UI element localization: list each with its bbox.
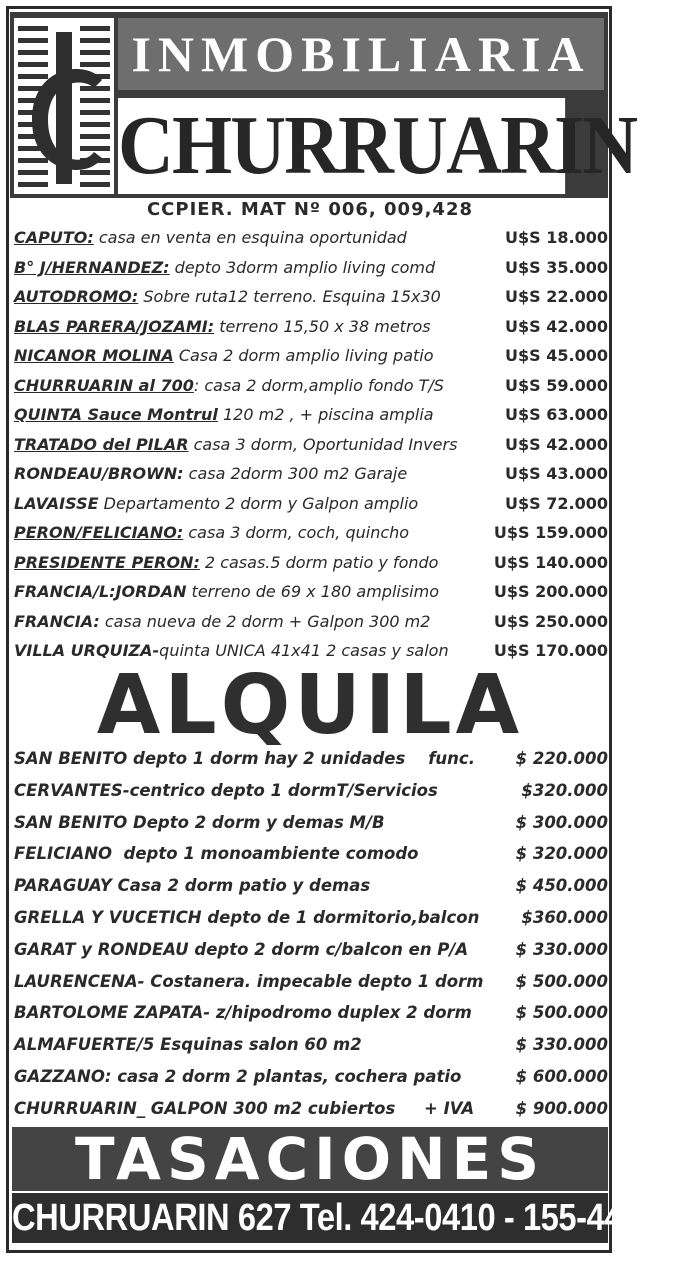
listing-location: BLAS PARERA/JOZAMI: xyxy=(14,316,215,336)
rental-price: $320.000 xyxy=(521,780,608,800)
listing-price: U$S 72.000 xyxy=(505,493,608,513)
listing-location: PRESIDENTE PERON: xyxy=(14,552,200,572)
listing-description: terreno de 69 x 180 amplisimo xyxy=(186,582,439,601)
rental-listing xyxy=(14,775,610,807)
listing-price: U$S 59.000 xyxy=(505,375,608,395)
listing-description: casa 2dorm 300 m2 Garaje xyxy=(183,464,408,483)
listing-price: U$S 159.000 xyxy=(493,523,608,542)
listing-location: VILLA URQUIZA- xyxy=(14,641,160,660)
listing-price: U$S 140.000 xyxy=(493,552,608,572)
rental-price: $ 220.000 xyxy=(515,749,608,768)
listing-location: B° J/HERNANDEZ: xyxy=(14,257,170,277)
rental-price: $ 500.000 xyxy=(515,1003,608,1023)
rent-heading: ALQUILA xyxy=(96,658,524,753)
sale-listing xyxy=(14,312,610,342)
rental-price: $ 320.000 xyxy=(515,844,608,864)
listing-description: quinta UNICA 41x41 2 casas y salon xyxy=(159,641,449,660)
sale-listing xyxy=(14,282,610,312)
listing-price: U$S 18.000 xyxy=(505,228,608,247)
rentals-list xyxy=(14,743,610,1125)
rental-description: LAURENCENA- Costanera. impecable depto 1 dorm xyxy=(14,971,484,991)
listing-location: RONDEAU/BROWN: xyxy=(14,464,184,483)
rental-description: SAN BENITO Depto 2 dorm y demas M/B xyxy=(14,812,385,832)
listing-price: U$S 43.000 xyxy=(505,464,608,483)
sale-listing xyxy=(14,341,610,371)
listing-description: terreno 15,50 x 38 metros xyxy=(214,316,431,336)
listing-price: U$S 170.000 xyxy=(493,641,608,660)
listing-location: TRATADO del PILAR xyxy=(14,434,189,454)
sale-listing xyxy=(14,577,610,607)
logo xyxy=(14,18,114,194)
rental-price: $ 500.000 xyxy=(515,971,608,991)
rental-listing xyxy=(14,902,610,934)
sale-listing xyxy=(14,489,610,519)
sale-listing xyxy=(14,223,610,253)
listing-description: Departamento 2 dorm y Galpon amplio xyxy=(98,493,419,513)
rental-listing xyxy=(14,997,610,1029)
listing-description: casa en venta en esquina oportunidad xyxy=(93,228,407,247)
listing-description: Casa 2 dorm amplio living patio xyxy=(173,346,434,365)
rental-listing xyxy=(14,743,610,775)
sale-listing xyxy=(14,400,610,430)
rental-description: GARAT y RONDEAU depto 2 dorm c/balcon en P/A xyxy=(14,939,469,959)
contact-bar xyxy=(12,1193,693,1243)
sales-list xyxy=(14,223,610,666)
rental-description: ALMAFUERTE/5 Esquinas salon 60 m2 xyxy=(14,1035,362,1055)
sale-listing xyxy=(14,371,610,401)
rental-price: $360.000 xyxy=(521,907,608,927)
sale-listing xyxy=(14,607,610,637)
rental-listing xyxy=(14,1093,610,1125)
listing-description: casa 3 dorm, coch, quincho xyxy=(183,523,410,542)
appraisals-banner: TASACIONES xyxy=(12,1127,608,1191)
brand-title: CHURRUARIN xyxy=(118,99,637,192)
sale-listing xyxy=(14,459,610,489)
rental-listing xyxy=(14,934,610,966)
listing-description: : casa 2 dorm,amplio fondo T/S xyxy=(193,375,444,395)
listing-location: FRANCIA/L:JORDAN xyxy=(14,582,187,601)
listing-price: U$S 42.000 xyxy=(505,434,608,454)
sale-listing xyxy=(14,518,610,548)
sale-listing xyxy=(14,253,610,283)
rental-listing xyxy=(14,870,610,902)
rental-listing xyxy=(14,1029,610,1061)
brand-subtitle: INMOBILIARIA xyxy=(118,18,604,90)
rental-price: $ 330.000 xyxy=(515,939,608,959)
listing-price: U$S 63.000 xyxy=(505,405,608,424)
rental-description: CHURRUARIN_ GALPON 300 m2 cubiertos + IVA xyxy=(14,1098,475,1118)
listing-description: depto 3dorm amplio living comd xyxy=(169,257,436,277)
listing-price: U$S 250.000 xyxy=(493,611,608,631)
listing-location: NICANOR MOLINA xyxy=(14,346,174,365)
listing-price: U$S 42.000 xyxy=(505,316,608,336)
rental-description: GAZZANO: casa 2 dorm 2 plantas, cochera patio xyxy=(14,1066,462,1086)
rental-listing xyxy=(14,838,610,870)
listing-location: PERON/FELICIANO: xyxy=(14,523,184,542)
license-number: CCPIER. MAT Nº 006, 009,428 xyxy=(146,199,474,220)
rental-price: $ 330.000 xyxy=(515,1035,608,1055)
listing-location: LAVAISSE xyxy=(14,493,99,513)
listing-price: U$S 35.000 xyxy=(505,257,608,277)
listing-description: 2 casas.5 dorm patio y fondo xyxy=(199,552,439,572)
listing-location: FRANCIA: xyxy=(14,611,100,631)
listing-location: AUTODROMO: xyxy=(14,287,139,306)
listing-description: Sobre ruta12 terreno. Esquina 15x30 xyxy=(138,287,441,306)
listing-description: 120 m2 , + piscina amplia xyxy=(217,405,434,424)
rental-description: PARAGUAY Casa 2 dorm patio y demas xyxy=(14,876,371,896)
listing-price: U$S 45.000 xyxy=(505,346,608,365)
rental-price: $ 450.000 xyxy=(515,876,608,896)
sale-listing xyxy=(14,430,610,460)
rental-price: $ 600.000 xyxy=(515,1066,608,1086)
rental-description: SAN BENITO depto 1 dorm hay 2 unidades func. xyxy=(14,749,475,768)
rental-listing xyxy=(14,807,610,839)
rental-description: CERVANTES-centrico depto 1 dormT/Servicios xyxy=(14,780,438,800)
listing-description: casa 3 dorm, Oportunidad Invers xyxy=(188,434,458,454)
sale-listing xyxy=(14,548,610,578)
rental-description: GRELLA Y VUCETICH depto de 1 dormitorio,balcon xyxy=(14,907,480,927)
listing-location: CAPUTO: xyxy=(14,228,94,247)
rental-listing xyxy=(14,1061,610,1093)
header xyxy=(10,12,637,198)
listing-price: U$S 22.000 xyxy=(505,287,608,306)
listing-location: QUINTA Sauce Montrul xyxy=(14,405,218,424)
listing-location: CHURRUARIN al 700 xyxy=(14,375,194,395)
listing-description: casa nueva de 2 dorm + Galpon 300 m2 xyxy=(99,611,431,631)
rental-description: BARTOLOME ZAPATA- z/hipodromo duplex 2 dorm xyxy=(14,1003,472,1023)
rental-price: $ 300.000 xyxy=(515,812,608,832)
rental-listing xyxy=(14,966,610,998)
ic-monogram-icon xyxy=(18,24,110,192)
listing-price: U$S 200.000 xyxy=(493,582,608,601)
contact-text: CHURRUARIN 627 Tel. 424-0410 - 155-444786 xyxy=(12,1197,693,1239)
rental-description: FELICIANO depto 1 monoambiente comodo xyxy=(14,844,419,864)
rental-price: $ 900.000 xyxy=(515,1098,608,1118)
